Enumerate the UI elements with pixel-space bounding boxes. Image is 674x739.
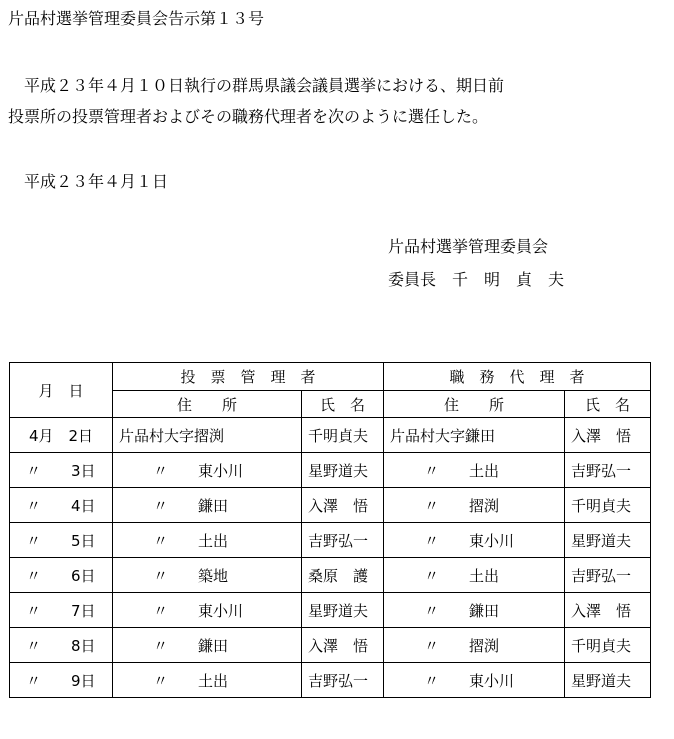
deputy-address-cell: 〃 土出 <box>384 453 565 488</box>
deputy-name-cell: 星野道夫 <box>565 523 651 558</box>
manager-address-cell: 〃 土出 <box>113 523 302 558</box>
deputy-name-cell: 入澤 悟 <box>565 593 651 628</box>
deputy-name-cell: 入澤 悟 <box>565 418 651 453</box>
deputy-name-cell: 吉野弘一 <box>565 453 651 488</box>
table-row <box>10 453 651 488</box>
table-row <box>10 663 651 698</box>
deputy-name-cell: 千明貞夫 <box>565 628 651 663</box>
header-deputy-name: 氏 名 <box>565 391 651 418</box>
table-row <box>10 558 651 593</box>
notice-body-line-2: 投票所の投票管理者およびその職務代理者を次のように選任した。 <box>8 107 489 126</box>
deputy-name-cell: 吉野弘一 <box>565 558 651 593</box>
manager-address-cell: 〃 築地 <box>113 558 302 593</box>
date-cell: 〃 4日 <box>10 488 113 523</box>
table-row <box>10 488 651 523</box>
table-row <box>10 593 651 628</box>
header-deputy-address: 住 所 <box>384 391 565 418</box>
manager-name-cell: 千明貞夫 <box>302 418 384 453</box>
date-cell: 〃 6日 <box>10 558 113 593</box>
deputy-name-cell: 星野道夫 <box>565 663 651 698</box>
date-cell: 〃 9日 <box>10 663 113 698</box>
deputy-address-cell: 片品村大字鎌田 <box>384 418 565 453</box>
manager-address-cell: 〃 鎌田 <box>113 628 302 663</box>
header-deputy: 職 務 代 理 者 <box>384 363 651 391</box>
deputy-address-cell: 〃 東小川 <box>384 663 565 698</box>
committee-name: 片品村選挙管理委員会 <box>388 237 549 256</box>
manager-address-cell: 〃 鎌田 <box>113 488 302 523</box>
manager-name-cell: 星野道夫 <box>302 593 384 628</box>
deputy-address-cell: 〃 土出 <box>384 558 565 593</box>
date-cell: 〃 8日 <box>10 628 113 663</box>
table-row <box>10 523 651 558</box>
header-manager-address: 住 所 <box>113 391 302 418</box>
manager-name-cell: 星野道夫 <box>302 453 384 488</box>
deputy-address-cell: 〃 鎌田 <box>384 593 565 628</box>
date-cell: 〃 5日 <box>10 523 113 558</box>
deputy-address-cell: 〃 摺渕 <box>384 628 565 663</box>
notice-title: 片品村選挙管理委員会告示第１３号 <box>8 9 265 28</box>
table-row <box>10 628 651 663</box>
notice-body-line-1: 平成２３年４月１０日執行の群馬県議会議員選挙における、期日前 <box>8 76 505 95</box>
assignment-table <box>9 362 651 698</box>
deputy-name-cell: 千明貞夫 <box>565 488 651 523</box>
chairman-line: 委員長 千 明 貞 夫 <box>388 270 565 289</box>
date-cell: 〃 3日 <box>10 453 113 488</box>
manager-address-cell: 〃 土出 <box>113 663 302 698</box>
table-header-row-1 <box>10 363 651 391</box>
date-cell: 4月 2日 <box>10 418 113 453</box>
manager-address-cell: 〃 東小川 <box>113 593 302 628</box>
issue-date: 平成２３年４月１日 <box>8 172 169 191</box>
date-cell: 〃 7日 <box>10 593 113 628</box>
manager-name-cell: 吉野弘一 <box>302 663 384 698</box>
header-manager-name: 氏 名 <box>302 391 384 418</box>
manager-name-cell: 入澤 悟 <box>302 488 384 523</box>
manager-name-cell: 入澤 悟 <box>302 628 384 663</box>
manager-address-cell: 〃 東小川 <box>113 453 302 488</box>
header-manager: 投 票 管 理 者 <box>113 363 384 391</box>
deputy-address-cell: 〃 摺渕 <box>384 488 565 523</box>
table-row <box>10 418 651 453</box>
header-date: 月 日 <box>10 363 113 418</box>
manager-name-cell: 吉野弘一 <box>302 523 384 558</box>
manager-address-cell: 片品村大字摺渕 <box>113 418 302 453</box>
manager-name-cell: 桑原 護 <box>302 558 384 593</box>
deputy-address-cell: 〃 東小川 <box>384 523 565 558</box>
